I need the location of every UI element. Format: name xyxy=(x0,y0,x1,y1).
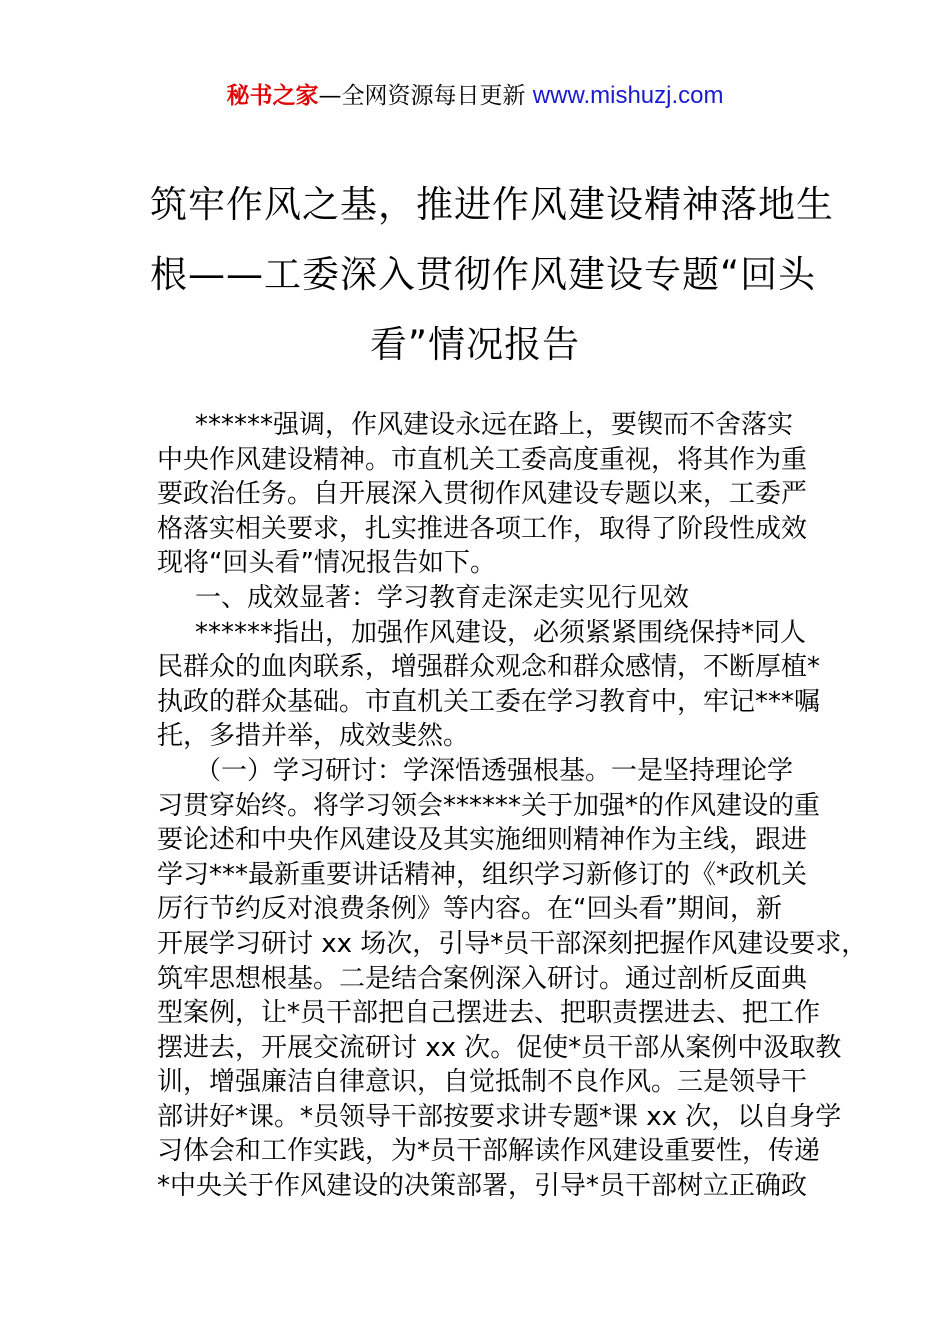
body-line: ******指出，加强作风建设，必须紧紧围绕保持*同人 xyxy=(195,617,807,648)
body-line: 摆进去，开展交流研讨 xx 次。促使*员干部从案例中汲取教 xyxy=(157,1032,842,1063)
body-line: 中央作风建设精神。市直机关工委高度重视，将其作为重 xyxy=(157,444,808,475)
title-line: 看”情况报告 xyxy=(369,323,581,366)
body-line: 格落实相关要求，扎实推进各项工作，取得了阶段性成效 xyxy=(157,513,808,544)
body-line: 训，增强廉洁自律意识，自觉抵制不良作风。三是领导干 xyxy=(157,1067,808,1098)
site-header xyxy=(0,80,950,112)
body-line: 托，多措并举，成效斐然。 xyxy=(157,721,470,752)
site-slogan: —全网资源每日更新 xyxy=(318,83,526,109)
title-line: 筑牢作风之基，推进作风建设精神落地生 xyxy=(150,183,834,226)
body-line: 民群众的血肉联系，增强群众观念和群众感情，不断厚植* xyxy=(157,652,821,683)
body-line: 执政的群众基础。市直机关工委在学习教育中，牢记***嘱 xyxy=(157,686,821,717)
section-heading: 一、成效显著：学习教育走深走实见行见效 xyxy=(195,582,690,613)
body-line: 开展学习研讨 xx 场次，引导*员干部深刻把握作风建设要求， xyxy=(157,928,868,959)
body-line: 学习***最新重要讲话精神，组织学习新修订的《*政机关 xyxy=(157,859,808,890)
body-line: 现将“回头看”情况报告如下。 xyxy=(157,548,496,579)
body-line: 型案例，让*员干部把自己摆进去、把职责摆进去、把工作 xyxy=(157,998,821,1029)
body-line: 筑牢思想根基。二是结合案例深入研讨。通过剖析反面典 xyxy=(157,963,808,994)
brand-name: 秘书之家 xyxy=(226,83,319,109)
body-line: 要论述和中央作风建设及其实施细则精神作为主线，跟进 xyxy=(157,825,808,856)
body-line: *中央关于作风建设的决策部署，引导*员干部树立正确政 xyxy=(157,1171,808,1202)
site-url-link[interactable]: www.mishuzj.com xyxy=(532,82,724,109)
body-line: 要政治任务。自开展深入贯彻作风建设专题以来，工委严 xyxy=(157,479,808,510)
body-line: 习体会和工作实践，为*员干部解读作风建设重要性，传递 xyxy=(157,1136,821,1167)
document-title xyxy=(150,170,834,380)
body-line: 习贯穿始终。将学习领会******关于加强*的作风建设的重 xyxy=(157,790,821,821)
document-body xyxy=(157,408,868,1204)
title-line: 根——工委深入贯彻作风建设专题“回头 xyxy=(150,253,817,296)
subsection-line: （一）学习研讨：学深悟透强根基。一是坚持理论学 xyxy=(195,755,794,786)
body-line: ******强调，作风建设永远在路上，要锲而不舍落实 xyxy=(195,410,794,440)
body-line: 部讲好*课。*员领导干部按要求讲专题*课 xx 次，以自身学 xyxy=(157,1101,842,1132)
body-line: 厉行节约反对浪费条例》等内容。在“回头看”期间，新 xyxy=(157,894,782,925)
